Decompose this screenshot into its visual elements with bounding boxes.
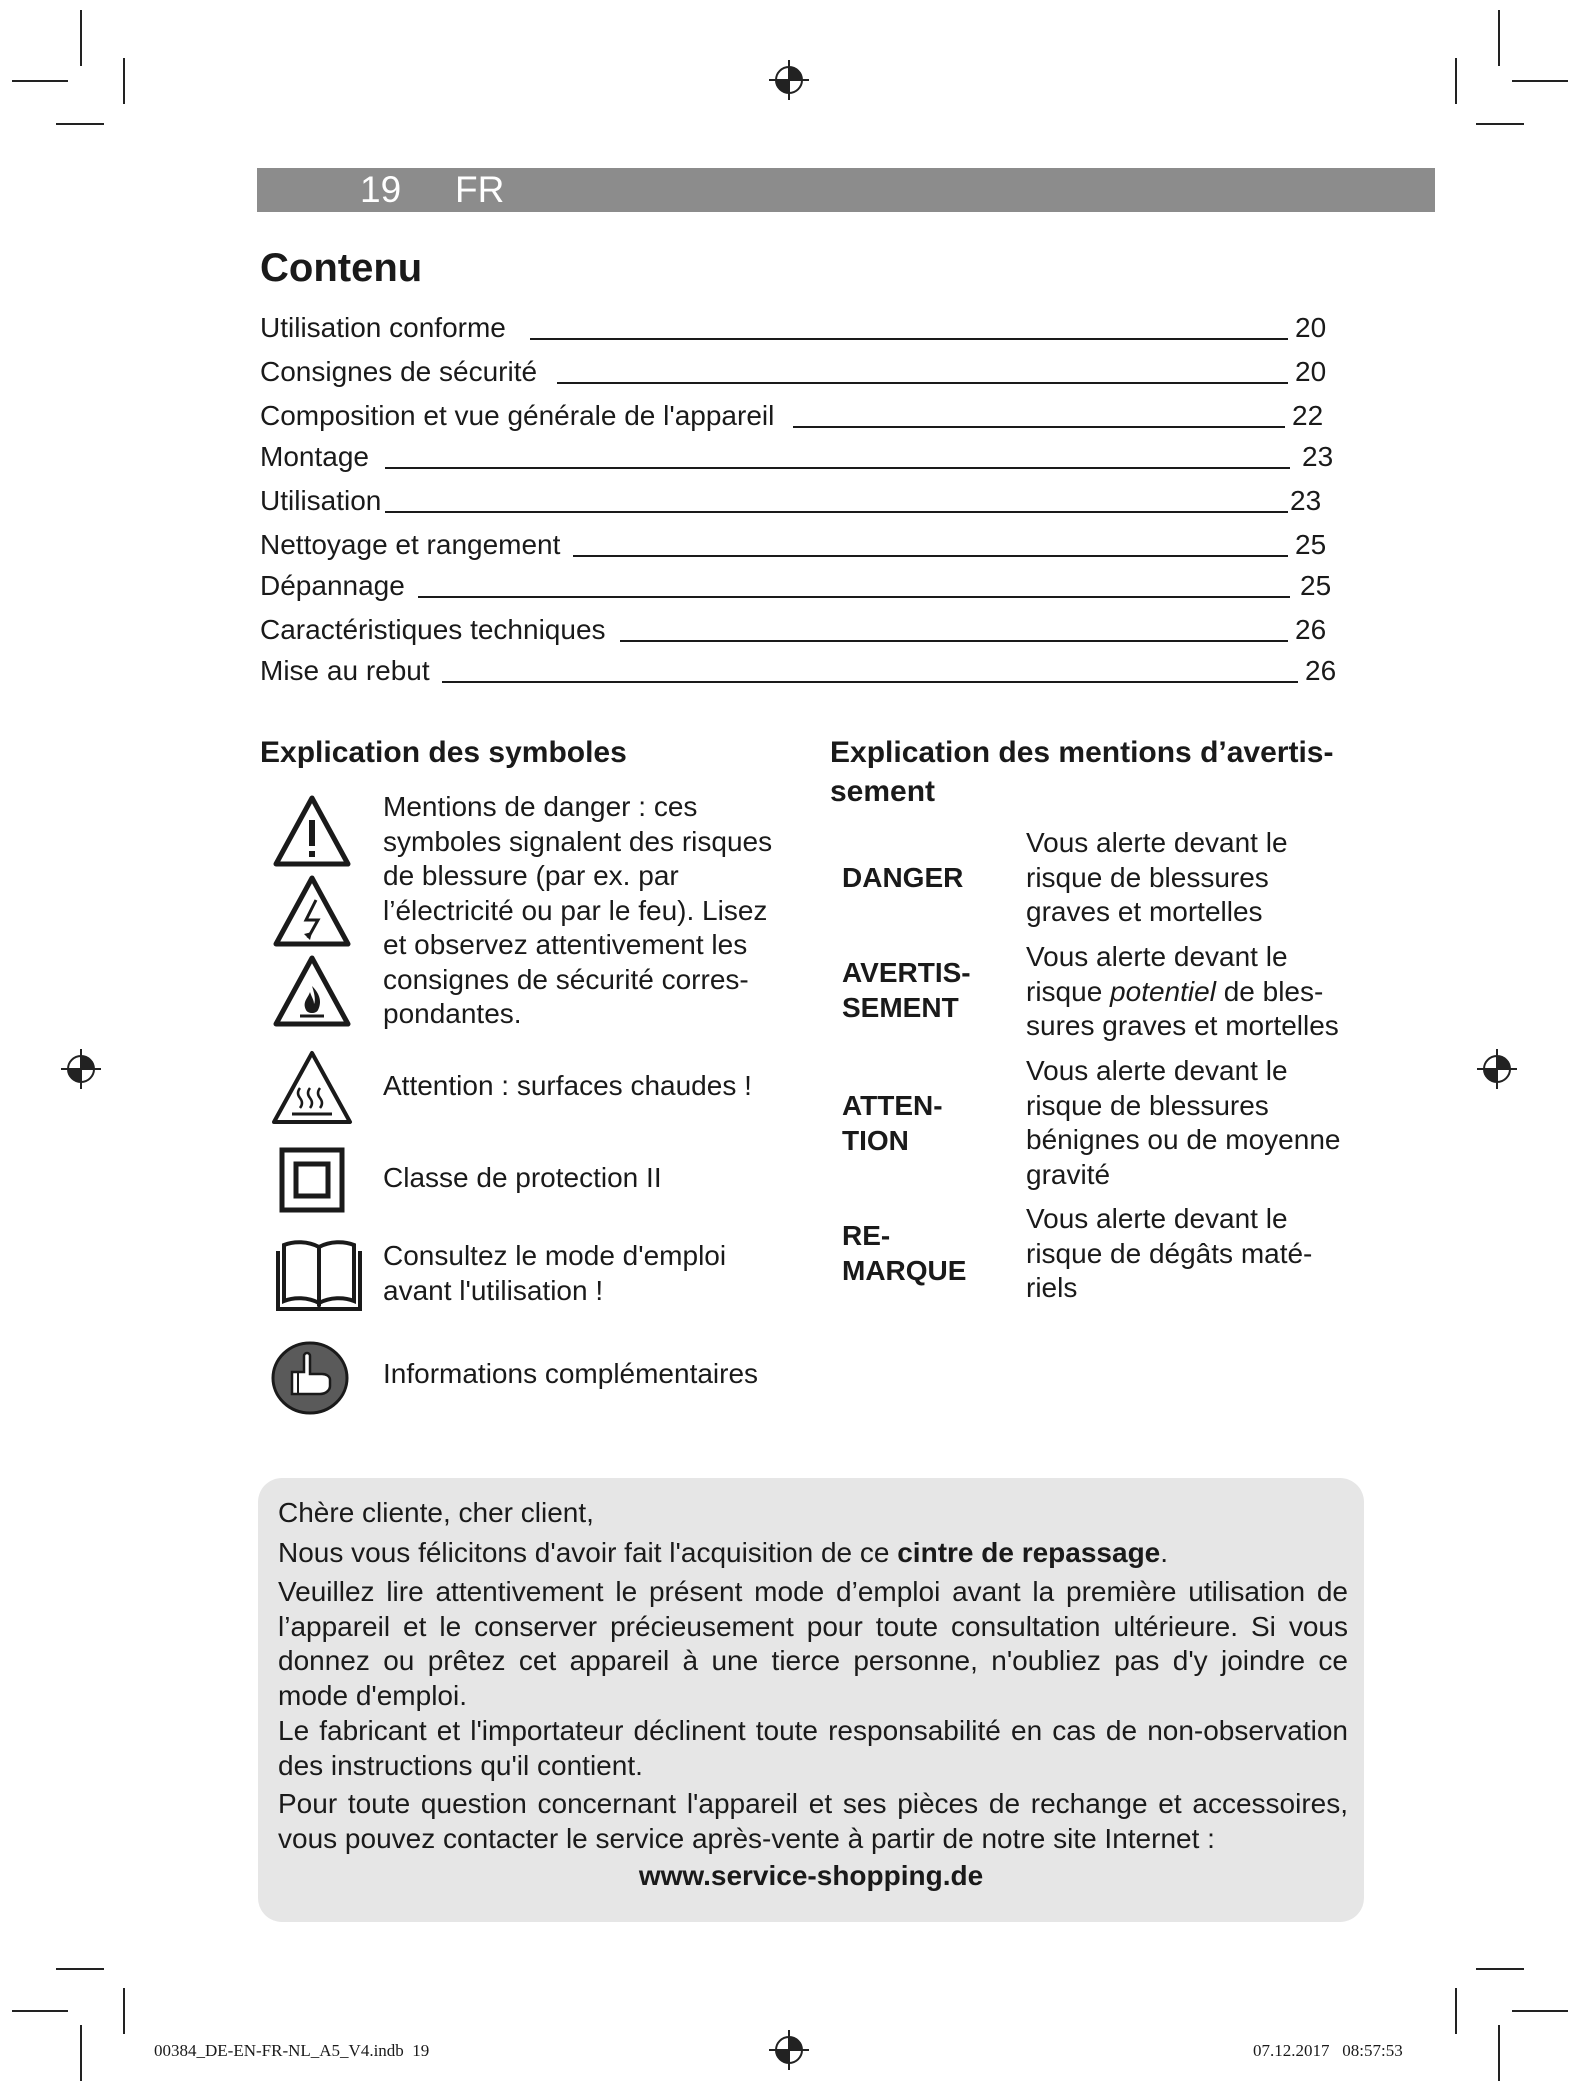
text-line: et observez attentivement les [383,929,748,960]
crop-mark [80,2025,82,2081]
toc-entry-title: Mise au rebut [260,655,430,686]
print-date: 07.12.2017 [1253,2041,1330,2060]
text-line: gravité [1026,1158,1111,1190]
toc-entry [260,350,1340,394]
text-span: de bles- [1215,975,1324,1007]
hot-surface-icon [270,1048,354,1128]
language-code: FR [455,169,505,210]
additional-info-description: Informations complémentaires [383,1358,759,1389]
text-span: . [1160,1537,1169,1568]
toc-entry [260,394,1340,438]
electricity-warning-icon [272,872,352,950]
warning-label-remarque [842,1219,966,1288]
crop-mark [56,1968,104,1970]
toc-entry-title: Nettoyage et rangement [260,529,561,560]
print-timestamp [1253,2041,1403,2061]
text-line: Vous alerte devant le [1026,1055,1288,1086]
toc-leader [385,467,1290,469]
text-line: DANGER [842,862,964,893]
text-line: Vous alerte devant le [1026,941,1288,972]
text-line: riels [1026,1272,1078,1303]
toc-entry-title: Composition et vue générale de l'appareil [260,400,775,431]
toc-entry [260,523,1340,567]
note-paragraph-manual: Veuillez lire attentivement le présent mode d’emploi avant la première utilisation de l’appareil et le conserver précieusement pour toute consultation ultérieure. Si vous donnez ou prêtez cet appareil à une tierce personne, n'oubliez pas d'y joindre ce mode d'emploi. [278,1576,1348,1711]
text-line: risque de blessures [1026,1089,1269,1121]
crop-mark [1476,123,1524,125]
toc-entry-page: 25 [1295,529,1327,560]
text-line: Vous alerte devant le [1026,827,1288,858]
registration-mark-icon [769,60,809,100]
text-line: sures graves et mortelles [1026,1010,1339,1041]
toc-entry-page: 26 [1305,655,1337,686]
crop-mark [1498,2025,1500,2081]
toc-entry-page: 20 [1295,312,1327,343]
crop-mark [12,80,68,82]
page-header-bar [257,168,1435,212]
text-line: MARQUE [842,1254,967,1286]
toc-entry-page: 23 [1302,441,1334,472]
note-greeting: Chère cliente, cher client, [278,1497,594,1528]
toc-entry-title: Caractéristiques techniques [260,614,606,645]
toc-leader [620,640,1288,642]
crop-mark [123,1988,125,2034]
crop-mark [1455,58,1457,104]
text-line: bénignes ou de moyenne [1026,1124,1341,1155]
toc-leader [530,338,1288,340]
crop-mark [56,123,104,125]
warning-description-attention [1026,1054,1356,1192]
toc-entry-page: 26 [1295,614,1327,645]
warning-description-avertissement [1026,940,1356,1044]
info-hand-icon [270,1340,350,1416]
warnings-section-title [830,733,1333,811]
warning-description-remarque [1026,1202,1356,1306]
toc-entry-title: Utilisation [260,485,382,516]
crop-mark [1512,80,1568,82]
text-line: Consultez le mode d'emploi [383,1240,727,1271]
general-warning-icon [272,792,352,870]
text-line: risque de dégâts maté- [1026,1237,1313,1269]
toc-entry [260,435,1340,479]
text-line: RE- [842,1220,891,1251]
service-website-link[interactable]: www.service-shopping.de [638,1860,984,1891]
manual-book-icon [274,1235,364,1313]
hot-surface-description: Attention : surfaces chaudes ! [383,1070,752,1101]
text-line: graves et mortelles [1026,896,1263,927]
protection-class-description: Classe de protection II [383,1162,662,1193]
toc-entry-title: Consignes de sécurité [260,356,538,387]
protection-class-ii-icon [279,1147,345,1213]
toc-entry-page: 25 [1300,570,1332,601]
file-name: 00384_DE-EN-FR-NL_A5_V4.indb [154,2041,404,2060]
note-paragraph-service: Pour toute question concernant l'appareil et ses pièces de rechange et accessoires, vous pouvez contacter le service après-vente à partir de notre site Internet : [278,1788,1348,1854]
text-line: TION [842,1124,909,1156]
page-number: 19 [360,169,402,210]
text-line: symboles signalent des risques [383,825,773,857]
crop-mark [1455,1988,1457,2034]
print-file-info [154,2041,429,2061]
toc-entry [260,564,1340,608]
print-time: 08:57:53 [1342,2041,1403,2060]
text-span: risque [1026,975,1111,1007]
warning-label-attention [842,1089,943,1158]
danger-symbols-description [383,790,803,1032]
warning-label-danger [842,861,963,896]
note-paragraph-liability: Le fabricant et l'importateur déclinent toute responsabilité en cas de non-observation des instructions qu'il contient. [278,1715,1348,1781]
registration-mark-icon [769,2030,809,2070]
toc-entry [260,306,1340,350]
crop-mark [1512,2010,1568,2012]
toc-entry-title: Montage [260,441,369,472]
warning-label-avertissement [842,956,971,1025]
symbols-section-title: Explication des symboles [260,736,627,769]
text-line [1026,975,1356,1010]
text-line: Explication des mentions d’avertis- [830,736,1334,769]
warning-description-danger [1026,826,1356,930]
toc-entry [260,649,1340,693]
registration-mark-icon [1477,1049,1517,1089]
text-span: Nous vous félicitons d'avoir fait l'acquisition de ce [278,1537,898,1568]
toc-leader [573,555,1288,557]
toc-leader [418,596,1290,598]
toc-entry [260,479,1340,523]
toc-entry-page: 23 [1290,485,1322,516]
emphasis-text: potentiel [1110,975,1216,1007]
crop-mark [80,10,82,66]
crop-mark [1476,1968,1524,1970]
toc-leader [793,426,1285,428]
text-line: pondantes. [383,998,522,1029]
text-line: risque de blessures [1026,861,1269,893]
crop-mark [1498,10,1500,66]
toc-entry-page: 20 [1295,356,1327,387]
file-page: 19 [412,2041,430,2060]
crop-mark [123,58,125,104]
text-line: de blessure (par ex. par [383,860,679,891]
toc-leader [557,382,1288,384]
toc-leader [442,681,1298,683]
toc-entry-title: Utilisation conforme [260,312,506,343]
toc-entry-title: Dépannage [260,570,405,601]
text-line: l’électricité ou par le feu). Lisez [383,894,768,926]
text-line: sement [830,775,936,808]
text-line: consignes de sécurité corres- [383,963,749,995]
registration-mark-icon [61,1049,101,1089]
note-congratulations [278,1536,1348,1571]
crop-mark [12,2010,68,2012]
fire-warning-icon [272,952,352,1030]
toc-entry [260,608,1340,652]
text-line: avant l'utilisation ! [383,1274,604,1306]
text-line: AVERTIS- [842,957,971,988]
toc-entry-page: 22 [1292,400,1324,431]
text-line: SEMENT [842,991,959,1023]
toc-leader [385,511,1288,513]
text-line: ATTEN- [842,1090,943,1121]
contents-title: Contenu [260,246,423,290]
text-line: Mentions de danger : ces [383,791,698,822]
product-name: cintre de repassage [897,1537,1161,1568]
text-line: Vous alerte devant le [1026,1203,1288,1234]
manual-description [383,1239,803,1308]
